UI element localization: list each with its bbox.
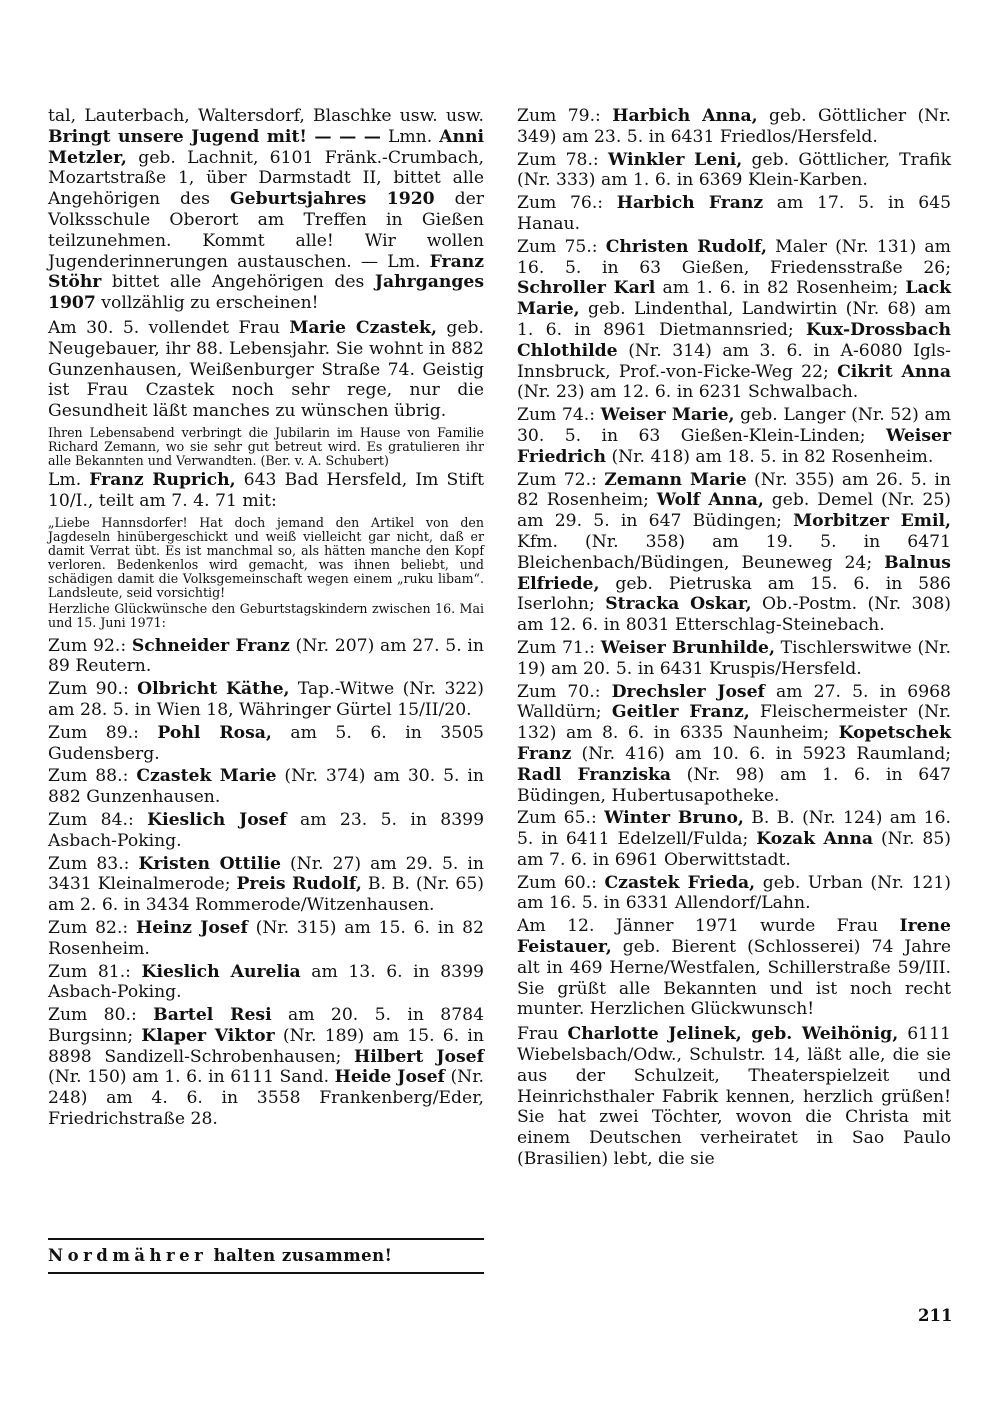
paragraph-lebensabend: Ihren Lebensabend verbringt die Jubilarin im Hause von Familie Richard Zemann, wo sie sehr gut betreut wird. Es gratulieren ihr alle Bekannten und Verwandten. (Ber. v. A. Schubert) (48, 424, 484, 468)
birthday-entry-81: Zum 81.: Kieslich Aurelia am 13. 6. in 8399 Asbach-Poking. (48, 961, 484, 1003)
birthday-entry-75: Zum 75.: Christen Rudolf, Maler (Nr. 131) am 16. 5. in 63 Gießen, Friedensstraße 26; Schroller Karl am 1. 6. in 82 Rosenheim; Lack Marie, geb. Lindenthal, Landwirtin (Nr. 68) am 1. 6. in 8961 Dietmannsried; Kux-Drossbach Chlothilde (Nr. 314) am 3. 6. in A-6080 Igls-Innsbruck, Prof.-von-Ficke-Weg 22; Cikrit Anna (Nr. 23) am 12. 6. in 6231 Schwalbach. (517, 236, 952, 403)
right-column (517, 106, 951, 1174)
birthday-entry-82: Zum 82.: Heinz Josef (Nr. 315) am 15. 6. in 82 Rosenheim. (48, 917, 484, 959)
birthday-entry-78: Zum 78.: Winkler Leni, geb. Göttlicher, Trafik (Nr. 333) am 1. 6. in 6369 Klein-Karben. (517, 149, 951, 191)
birthday-entry-79: Zum 79.: Harbich Anna, geb. Göttlicher (Nr. 349) am 23. 5. in 6431 Friedlos/Hersfeld. (517, 106, 951, 147)
section-title-nordmaehrer: Nordmährer halten zusammen! (48, 1246, 393, 1265)
birthday-entry-70: Zum 70.: Drechsler Josef am 27. 5. in 6968 Walldürn; Geitler Franz, Fleischermeister (Nr. 132) am 8. 6. in 6335 Naunheim; Kopetschek Franz (Nr. 416) am 10. 6. in 5923 Raumland; Radl Franziska (Nr. 98) am 1. 6. in 647 Büdingen, Hubertusapotheke. (517, 681, 951, 806)
birthday-entry-71: Zum 71.: Weiser Brunhilde, Tischlerswitwe (Nr. 19) am 20. 5. in 6431 Kruspis/Hersfeld. (517, 637, 951, 679)
paragraph-marie-czastek: Am 30. 5. vollendet Frau Marie Czastek, geb. Neugebauer, ihr 88. Lebensjahr. Sie wohnt in 882 Gunzenhausen, Weißenburger Straße 74. Geistig ist Frau Czastek noch sehr rege, nur die Gesundheit läßt manches zu wünschen übrig. (48, 317, 485, 422)
birthday-entry-89: Zum 89.: Pohl Rosa, am 5. 6. in 3505 Gudensberg. (48, 722, 484, 764)
paragraph-birthday-greeting: Herzliche Glückwünsche den Geburtstagskindern zwischen 16. Mai und 15. Juni 1971: (48, 600, 484, 630)
birthday-entry-92: Zum 92.: Schneider Franz (Nr. 207) am 27. 5. in 89 Reutern. (48, 635, 484, 677)
left-column (48, 106, 484, 1132)
birthday-entry-90: Zum 90.: Olbricht Käthe, Tap.-Witwe (Nr. 322) am 28. 5. in Wien 18, Währinger Gürtel 15/II/20. (48, 679, 484, 720)
birthday-entry-74: Zum 74.: Weiser Marie, geb. Langer (Nr. 52) am 30. 5. in 63 Gießen-Klein-Linden; Weiser Friedrich (Nr. 418) am 18. 5. in 82 Rosenheim. (517, 405, 951, 467)
birthday-entry-65: Zum 65.: Winter Bruno, B. B. (Nr. 124) am 16. 5. in 6411 Edelzell/Fulda; Kozak Anna (Nr. 85) am 7. 6. in 6961 Oberwittstadt. (517, 808, 951, 870)
section-rule-bottom (48, 1272, 484, 1274)
paragraph-youth-reunion: tal, Lauterbach, Waltersdorf, Blaschke usw. usw. Bringt unsere Jugend mit! — — — Lmn. Anni Metzler, geb. Lachnit, 6101 Fränk.-Crumbach, Mozartstraße 1, über Darmstadt II, bittet alle Angehörigen des Geburtsjahres 1920 der Volksschule Oberort am Treffen in Gießen teilzunehmen. Kommt alle! Wir wollen Jugenderinnerungen austauschen. — Lm. Franz Stöhr bittet alle Angehörigen des Jahrganges 1907 vollzählig zu erscheinen! (48, 106, 485, 314)
birthday-entry-84: Zum 84.: Kieslich Josef am 23. 5. in 8399 Asbach-Poking. (48, 809, 484, 851)
birthday-entry-72: Zum 72.: Zemann Marie (Nr. 355) am 26. 5. in 82 Rosenheim; Wolf Anna, geb. Demel (Nr. 25) am 29. 5. in 647 Büdingen; Morbitzer Emil, Kfm. (Nr. 358) am 19. 5. in 6471 Bleichenbach/Büdingen, Beuneweg 24; Balnus Elfriede, geb. Pietruska am 15. 6. in 586 Iserlohn; Stracka Oskar, Ob.-Postm. (Nr. 308) am 12. 6. in 8031 Etterschlag-Steinebach. (517, 469, 951, 636)
page-number: 211 (918, 1306, 953, 1325)
birthday-entry-80: Zum 80.: Bartel Resi am 20. 5. in 8784 Burgsinn; Klaper Viktor (Nr. 189) am 15. 6. in 8898 Sandizell-Schrobenhausen; Hilbert Josef (Nr. 150) am 1. 6. in 6111 Sand. Heide Josef (Nr. 248) am 4. 6. in 3558 Frankenberg/Eder, Friedrichstraße 28. (48, 1005, 485, 1130)
birthday-entry-60: Zum 60.: Czastek Frieda, geb. Urban (Nr. 121) am 16. 5. in 6331 Allendorf/Lahn. (517, 872, 951, 914)
paragraph-franz-ruprich: Lm. Franz Ruprich, 643 Bad Hersfeld, Im Stift 10/I., teilt am 7. 4. 71 mit: (48, 469, 484, 511)
birthday-entry-76: Zum 76.: Harbich Franz am 17. 5. in 645 Hanau. (517, 193, 951, 234)
paragraph-charlotte-jelinek: Frau Charlotte Jelinek, geb. Weihönig, 6111 Wiebelsbach/Odw., Schulstr. 14, läßt alle, die sie aus der Schulzeit, Theaterspielzeit und Heinrichsthaler Fabrik kennen, herzlich grüßen! Sie hat zwei Töchter, wovon die Christa mit einem Deutschen verheiratet in Sao Paulo (Brasilien) lebt, die sie (517, 1024, 951, 1170)
section-rule-top (48, 1238, 484, 1240)
paragraph-letter-quote: „Liebe Hannsdorfer! Hat doch jemand den Artikel von den Jagdeseln hinübergeschickt und weiß vielleicht gar nicht, daß er damit Verrat übt. Es ist manchmal so, als hätten manche den Kopf verloren. Bedenkenlos wird gemacht, was ihnen beliebt, und schädigen damit die Volksgemeinschaft wegen einem „ruku libam“. Landsleute, seid vorsichtig! (48, 514, 484, 600)
paragraph-irene-feistauer: Am 12. Jänner 1971 wurde Frau Irene Feistauer, geb. Bierent (Schlosserei) 74 Jahre alt in 469 Herne/Westfalen, Schillerstraße 59/III. Sie grüßt alle Bekannten und ist noch recht munter. Herzlichen Glückwunsch! (517, 916, 951, 1020)
birthday-entry-88: Zum 88.: Czastek Marie (Nr. 374) am 30. 5. in 882 Gunzenhausen. (48, 766, 485, 808)
birthday-entry-83: Zum 83.: Kristen Ottilie (Nr. 27) am 29. 5. in 3431 Kleinalmerode; Preis Rudolf, B. B. (Nr. 65) am 2. 6. in 3434 Rommerode/Witzenhausen. (48, 853, 484, 916)
